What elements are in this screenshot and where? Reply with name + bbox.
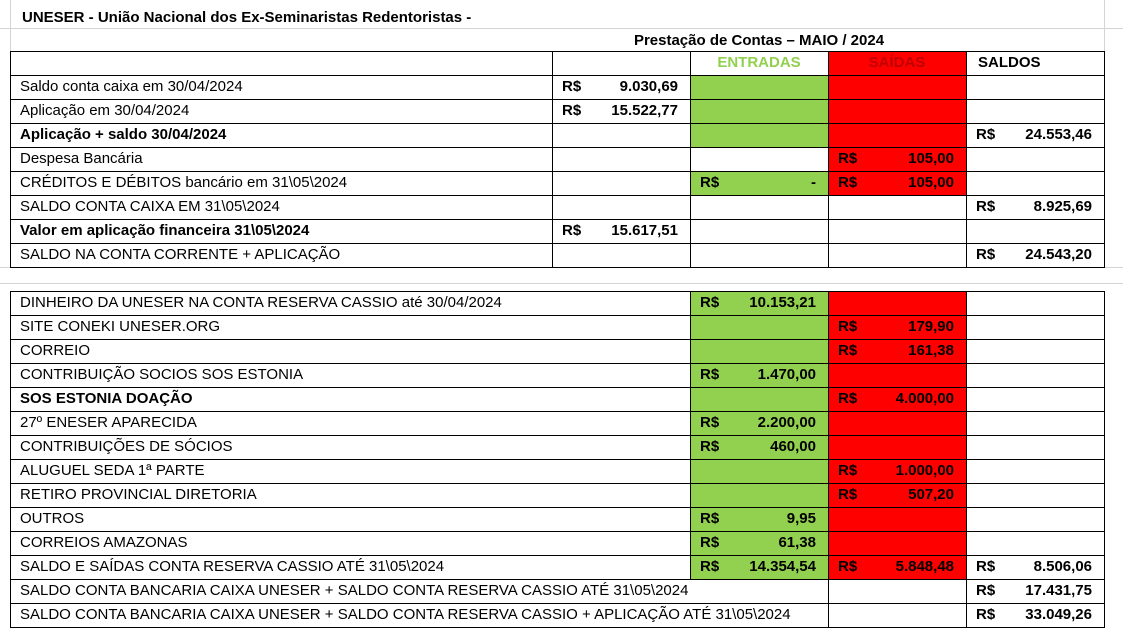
row-label: SALDO CONTA BANCARIA CAIXA UNESER + SALDO CONTA RESERVA CASSIO + APLICAÇÃO ATÉ 31\05\2024 (20, 606, 791, 623)
grid-line (966, 579, 967, 628)
grid-line (0, 283, 1123, 284)
grid-line (10, 531, 1105, 532)
saidas-cell (828, 75, 966, 99)
amount-value: 9.030,69 (619, 78, 678, 95)
total-saldo-value (966, 603, 1104, 627)
entradas-value (690, 435, 828, 459)
currency-symbol: R$ (700, 174, 720, 191)
saidas-cell (828, 291, 966, 315)
row-label: DINHEIRO DA UNESER NA CONTA RESERVA CASSIO até 30/04/2024 (20, 294, 502, 311)
amount-value: 4.000,00 (895, 390, 954, 407)
grid-line (10, 147, 1105, 148)
grid-line (690, 51, 691, 76)
entradas-value (690, 411, 828, 435)
row-label: OUTROS (20, 510, 85, 527)
grid-line (10, 555, 1105, 556)
header-saldos: SALDOS (978, 54, 1041, 71)
grid-line (10, 99, 1105, 100)
currency-symbol: R$ (700, 438, 720, 455)
currency-symbol: R$ (976, 606, 996, 623)
header-saidas: SAÍDAS (828, 51, 966, 75)
entradas-cell (690, 123, 828, 147)
currency-symbol: R$ (838, 318, 858, 335)
amount-value: 33.049,26 (1025, 606, 1092, 623)
grid-line (10, 315, 1105, 316)
amount-value: 17.431,75 (1025, 582, 1092, 599)
grid-line (10, 291, 11, 580)
entradas-cell (690, 459, 828, 483)
row-label: CONTRIBUIÇÕES DE SÓCIOS (20, 438, 233, 455)
saidas-cell (828, 507, 966, 531)
saidas-cell (828, 99, 966, 123)
currency-symbol: R$ (976, 246, 996, 263)
grid-line (10, 435, 1105, 436)
currency-symbol: R$ (562, 222, 582, 239)
entradas-cell (690, 99, 828, 123)
saldo-value (966, 243, 1104, 267)
amount-value: 105,00 (908, 150, 954, 167)
currency-symbol: R$ (562, 78, 582, 95)
row-label: CORREIO (20, 342, 91, 359)
grid-line (10, 387, 1105, 388)
entradas-cell (690, 75, 828, 99)
amount-value: 2.200,00 (757, 414, 816, 431)
grid-line (10, 339, 1105, 340)
value-cell (552, 219, 690, 243)
entradas-cell (690, 339, 828, 363)
currency-symbol: R$ (562, 102, 582, 119)
grid-line (1104, 579, 1105, 628)
currency-symbol: R$ (838, 486, 858, 503)
grid-line (828, 51, 829, 76)
grid-line (10, 219, 1105, 220)
saldo-value (966, 195, 1104, 219)
grid-line (690, 291, 691, 580)
grid-line (966, 291, 967, 580)
row-label: Despesa Bancária (20, 150, 143, 167)
entradas-value (690, 291, 828, 315)
saldo-value (966, 555, 1104, 579)
row-label: CRÉDITOS E DÉBITOS bancário em 31\05\2024 (20, 174, 348, 191)
grid-line (10, 291, 1105, 292)
grid-line (0, 28, 1123, 29)
grid-line (10, 579, 1105, 580)
currency-symbol: R$ (700, 558, 720, 575)
grid-line (10, 579, 11, 628)
grid-line (10, 51, 11, 76)
amount-value: 1.470,00 (757, 366, 816, 383)
saidas-cell (828, 411, 966, 435)
report-subtitle: Prestação de Contas – MAIO / 2024 (633, 32, 885, 49)
row-label: ALUGUEL SEDA 1ª PARTE (20, 462, 205, 479)
currency-symbol: R$ (838, 174, 858, 191)
row-label: CORREIOS AMAZONAS (20, 534, 188, 551)
amount-value: 14.354,54 (749, 558, 816, 575)
currency-symbol: R$ (838, 342, 858, 359)
currency-symbol: R$ (976, 582, 996, 599)
saidas-value (828, 459, 966, 483)
grid-line (552, 51, 553, 76)
currency-symbol: R$ (700, 366, 720, 383)
grid-line (1104, 291, 1105, 580)
grid-line (10, 363, 1105, 364)
sheet-title: UNESER - União Nacional dos Ex-Seminaristas Redentoristas - (22, 9, 472, 26)
row-label: SALDO CONTA BANCARIA CAIXA UNESER + SALDO CONTA RESERVA CASSIO ATÉ 31\05\2024 (20, 582, 689, 599)
grid-line (10, 75, 1105, 76)
amount-value: 460,00 (770, 438, 816, 455)
amount-value: 15.617,51 (611, 222, 678, 239)
entradas-cell (690, 387, 828, 411)
amount-value: - (811, 174, 816, 191)
entradas-cell (690, 483, 828, 507)
row-label: RETIRO PROVINCIAL DIRETORIA (20, 486, 257, 503)
saidas-value (828, 387, 966, 411)
amount-value: 10.153,21 (749, 294, 816, 311)
grid-line (828, 291, 829, 580)
currency-symbol: R$ (700, 294, 720, 311)
amount-value: 507,20 (908, 486, 954, 503)
currency-symbol: R$ (976, 558, 996, 575)
saidas-cell (828, 363, 966, 387)
amount-value: 5.848,48 (895, 558, 954, 575)
header-entradas: ENTRADAS (717, 54, 801, 71)
grid-line (10, 195, 1105, 196)
entradas-value (690, 171, 828, 195)
grid-line (828, 579, 829, 628)
row-label: CONTRIBUIÇÃO SOCIOS SOS ESTONIA (20, 366, 304, 383)
grid-line (1104, 0, 1105, 52)
saidas-value (828, 147, 966, 171)
entradas-value (690, 363, 828, 387)
saidas-cell (828, 531, 966, 555)
saidas-value (828, 171, 966, 195)
row-label: Aplicação em 30/04/2024 (20, 102, 190, 119)
amount-value: 161,38 (908, 342, 954, 359)
amount-value: 105,00 (908, 174, 954, 191)
amount-value: 24.543,20 (1025, 246, 1092, 263)
saidas-value (828, 315, 966, 339)
currency-symbol: R$ (976, 198, 996, 215)
amount-value: 61,38 (778, 534, 816, 551)
amount-value: 24.553,46 (1025, 126, 1092, 143)
row-label: SALDO CONTA CAIXA EM 31\05\2024 (20, 198, 280, 215)
row-label: SALDO NA CONTA CORRENTE + APLICAÇÃO (20, 246, 341, 263)
currency-symbol: R$ (700, 414, 720, 431)
row-label: 27º ENESER APARECIDA (20, 414, 197, 431)
grid-line (10, 75, 11, 268)
value-cell (552, 99, 690, 123)
grid-line (10, 603, 1105, 604)
grid-line (10, 243, 1105, 244)
currency-symbol: R$ (700, 534, 720, 551)
saidas-cell (828, 123, 966, 147)
currency-symbol: R$ (700, 510, 720, 527)
currency-symbol: R$ (976, 126, 996, 143)
grid-line (10, 507, 1105, 508)
grid-line (10, 267, 1105, 268)
amount-value: 179,90 (908, 318, 954, 335)
saldo-value (966, 123, 1104, 147)
entradas-cell (690, 315, 828, 339)
grid-line (10, 483, 1105, 484)
amount-value: 8.925,69 (1033, 198, 1092, 215)
grid-line (10, 123, 1105, 124)
grid-line (828, 75, 829, 268)
entradas-value (690, 507, 828, 531)
row-label: SOS ESTONIA DOAÇÃO (20, 390, 193, 407)
grid-line (690, 75, 691, 268)
value-cell (552, 75, 690, 99)
total-saldo-value (966, 579, 1104, 603)
amount-value: 15.522,77 (611, 102, 678, 119)
grid-line (1104, 51, 1105, 76)
grid-line (10, 459, 1105, 460)
currency-symbol: R$ (838, 558, 858, 575)
row-label: Valor em aplicação financeira 31\05\2024 (20, 222, 310, 239)
saidas-value (828, 555, 966, 579)
grid-line (966, 75, 967, 268)
entradas-value (690, 555, 828, 579)
row-label: Saldo conta caixa em 30/04/2024 (20, 78, 243, 95)
row-label: SALDO E SAÍDAS CONTA RESERVA CASSIO ATÉ 31\05\2024 (20, 558, 445, 575)
grid-line (552, 75, 553, 268)
saidas-value (828, 483, 966, 507)
currency-symbol: R$ (838, 462, 858, 479)
row-label: Aplicação + saldo 30/04/2024 (20, 126, 227, 143)
amount-value: 1.000,00 (895, 462, 954, 479)
amount-value: 8.506,06 (1033, 558, 1092, 575)
currency-symbol: R$ (838, 150, 858, 167)
saidas-cell (828, 435, 966, 459)
grid-line (966, 51, 967, 76)
amount-value: 9,95 (786, 510, 816, 527)
row-label: SITE CONEKI UNESER.ORG (20, 318, 221, 335)
grid-line (10, 627, 1105, 628)
entradas-value (690, 531, 828, 555)
grid-line (1104, 75, 1105, 268)
grid-line (10, 51, 1105, 52)
saidas-value (828, 339, 966, 363)
currency-symbol: R$ (838, 390, 858, 407)
grid-line (10, 171, 1105, 172)
grid-line (10, 411, 1105, 412)
